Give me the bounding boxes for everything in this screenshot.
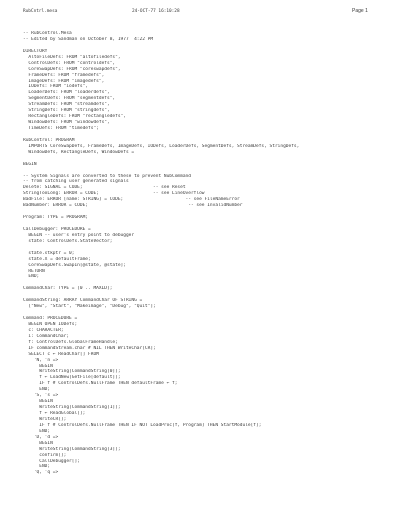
code-line: BEGIN OPEN IODefs; (23, 321, 78, 327)
header-date: 24-OCT-77 16:10:28 (132, 9, 180, 14)
code-line: WriteString[CommandString[3]]; (23, 446, 121, 452)
source-code-listing (23, 31, 393, 476)
code-line: CoreSwapDefs: FROM "coreswapdefs", (23, 66, 121, 72)
code-line: ["New", "Start", "Makeimage", "Debug", "Quit"]; (23, 304, 156, 310)
code-line: RETURN (23, 268, 45, 274)
code-line: WriteString[CommandString[0]]; (23, 369, 121, 375)
code-line: -- RubControl.Mesa (23, 31, 72, 36)
code-line: -- from catching user generated signals (23, 179, 129, 185)
code-line: f: ControlDefs.GlobalFrameHandle; (23, 339, 118, 345)
code-line: BEGIN -- user's entry point to debugger (23, 232, 135, 238)
code-line: StreamDefs: FROM "streamdefs", (23, 102, 110, 108)
code-line: f ← LoadNew[GetFile[default]]; (23, 375, 121, 381)
code-line: IF f # ControlDefs.NullFrame THEN defaultFrame ← f; (23, 381, 178, 387)
code-line: CallDebugger: PROCEDURE = (23, 226, 91, 232)
code-line: CommandChar: TYPE = [0 .. MAXLD]; (23, 286, 113, 292)
code-line: 'D, 'd => (23, 434, 59, 440)
code-line: BEGIN (23, 161, 37, 167)
code-line: BadNumber: ERROR = CODE; -- see InvalidNumber (23, 203, 243, 209)
code-line: state.X = defaultFrame; (23, 256, 91, 262)
code-line: CallDebugger[]; (23, 458, 80, 464)
code-line: BEGIN (23, 399, 53, 405)
code-line: RubControl: PROGRAM (23, 137, 75, 143)
code-line: StringTooLong: ERROR = CODE; -- see LineOverflow (23, 191, 205, 197)
code-line: LoaderDefs: FROM "loaderdefs", (23, 90, 110, 96)
code-line: confirm[]; (23, 452, 67, 458)
code-line: SELECT c ← ReadChar[] FROM (23, 351, 99, 357)
code-line: 'N, 'n => (23, 357, 59, 363)
code-line: Program: TYPE = PROGRAM; (23, 215, 89, 221)
code-line: IMPORTS CoreSwapDefs, FrameDefs, ImageDefs, IODefs, LoaderDefs, SegmentDefs, StreamDefs, StringDefs, (23, 143, 300, 149)
code-line: WriteString[CommandString[1]]; (23, 405, 121, 411)
code-line: SegmentDefs: FROM "segmentdefs", (23, 96, 116, 102)
code-line: c: CHARACTER; (23, 327, 64, 333)
code-line: StringDefs: FROM "stringdefs", (23, 108, 110, 114)
code-line: BEGIN (23, 440, 53, 446)
code-line: state: ControlDefs.StateVector; (23, 238, 113, 244)
code-line: i: CommandChar; (23, 333, 70, 339)
code-line: CoreSwapDefs.SwapIn[@state, @state]; (23, 262, 126, 268)
code-line: 'Q, 'q => (23, 470, 59, 476)
code-line: -- Edited by Sandman on October 8, 1977 4:22 PM (23, 36, 154, 42)
code-line: Delete: SIGNAL = CODE; -- see Reset (23, 185, 186, 191)
code-line: FrameDefs: FROM "framedefs", (23, 72, 105, 78)
code-line: END; (23, 387, 51, 393)
code-line: 'S, 's => (23, 393, 59, 399)
code-line: -- System Signals are converted to these to prevent NubCommand (23, 173, 191, 179)
code-line: BadFile: ERROR [name: STRING] = CODE; -- see FileNameError (23, 197, 240, 203)
code-line: state.stkptr = 0; (23, 250, 75, 256)
code-line: AltoFileDefs: FROM "altofiledefs", (23, 54, 121, 60)
code-line: WindowDefs, RectangleDefs, WindowDefs = (23, 149, 135, 155)
code-line: IODefs: FROM "iodefs", (23, 84, 89, 90)
code-line: IF commandStream.char # NIL THEN WriteChar[CR]; (23, 345, 156, 351)
code-line: RectangleDefs: FROM "rectangledefs", (23, 114, 126, 120)
code-line: WindowDefs: FROM "windowdefs", (23, 120, 110, 126)
code-line: END; (23, 464, 51, 470)
code-line: TimeDefs: FROM "timedefs"; (23, 126, 99, 131)
header-file-name: RubCntrl.mesa (23, 9, 58, 14)
code-line: ControlDefs: FROM "controldefs", (23, 60, 116, 66)
code-line: END; (23, 428, 51, 434)
code-line: WriteCR[]; (23, 416, 67, 422)
code-line: CommandString: ARRAY CommandChar OF STRING = (23, 298, 143, 304)
code-line: IF f # ControlDefs.NullFrame THEN IF NOT LoadProc[f, Program] THEN StartModule[f]; (23, 422, 262, 428)
header-page-number: Page 1 (352, 8, 368, 14)
code-line: ImageDefs: FROM "imagedefs", (23, 78, 105, 84)
code-line: Command: PROCEDURE = (23, 316, 78, 321)
code-line: END; (23, 274, 40, 280)
code-line: BEGIN (23, 363, 53, 369)
code-line: DIRECTORY (23, 48, 48, 54)
code-line: f ← ReadGlobal[]; (23, 411, 86, 416)
